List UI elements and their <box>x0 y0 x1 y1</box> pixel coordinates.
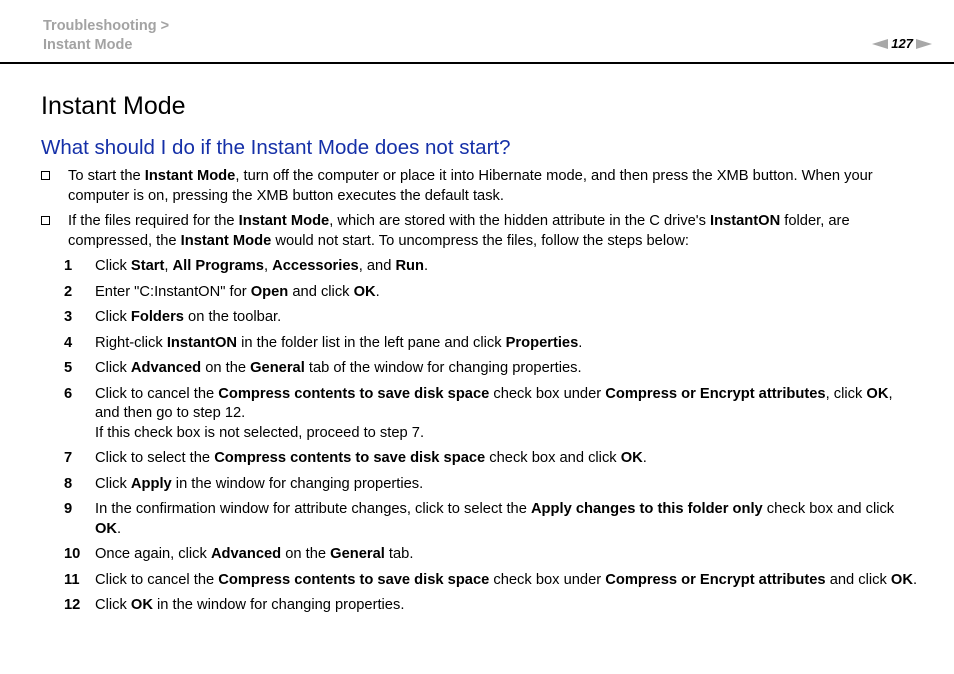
step-7 <box>64 449 921 469</box>
bullet-text: If the files required for the <box>68 213 239 229</box>
step-note: If this check box is not selected, proceed to step 7. <box>95 424 425 441</box>
step-number: 1 <box>64 258 73 274</box>
step-text: Click Apply in the window for changing properties. <box>95 475 424 492</box>
step-number: 4 <box>64 334 73 351</box>
step-text: Once again, click Advanced on the General tab. <box>95 546 414 562</box>
step-number: 10 <box>64 546 81 562</box>
step-number: 7 <box>64 450 73 466</box>
checkbox-bullet-icon <box>41 171 50 180</box>
step-number: 11 <box>64 571 80 588</box>
step-text: Click to cancel the Compress contents to save disk space check box under Compress or Encrypt attributes, click OK, and then go to step 12. If this check box is not selected, proceed to step 7. <box>95 385 921 444</box>
steps-list <box>64 257 921 622</box>
bullet-text: , which are stored with the hidden attribute in the C drive's <box>329 213 711 229</box>
step-1 <box>64 257 921 277</box>
bullet-emphasis: Instant Mode <box>144 168 236 184</box>
step-text: In the confirmation window for attribute changes, click to select the Apply changes to this folder only check box and click OK. <box>95 501 895 537</box>
bullet-emphasis: InstantON <box>710 213 781 229</box>
step-number: 9 <box>64 501 73 517</box>
bullet-emphasis: Instant Mode <box>180 232 272 249</box>
step-text: Click Folders on the toolbar. <box>95 309 282 325</box>
step-text: Right-click InstantON in the folder list in the left pane and click Properties. <box>95 334 583 351</box>
breadcrumb <box>43 17 169 55</box>
step-4 <box>64 334 921 354</box>
section-heading: What should I do if the Instant Mode does not start? <box>41 136 511 159</box>
step-10 <box>64 545 921 565</box>
breadcrumb-parent[interactable]: Troubleshooting > <box>43 18 170 34</box>
bullet-text: , turn off the computer or place it into Hibernate mode, and then press the XMB button. When your computer is on, pressing the XMB button executes the default task. <box>68 168 873 204</box>
step-12 <box>64 596 921 616</box>
step-text: Click to select the Compress contents to save disk space check box and click OK. <box>95 450 647 466</box>
page-navigator <box>872 36 932 51</box>
step-5 <box>64 359 921 379</box>
bullet-text: would not start. To uncompress the files, follow the steps below: <box>271 232 689 249</box>
step-number: 8 <box>64 475 73 492</box>
bullet-emphasis: Instant Mode <box>238 213 330 229</box>
bullet-item <box>41 167 921 206</box>
step-3 <box>64 308 921 328</box>
step-6 <box>64 385 921 444</box>
step-9 <box>64 500 921 539</box>
checkbox-bullet-icon <box>41 216 50 225</box>
header-divider <box>0 62 954 64</box>
bullet-list <box>41 167 921 257</box>
step-text: Click to cancel the Compress contents to save disk space check box under Compress or Encrypt attributes and click OK. <box>95 571 918 588</box>
page-title: Instant Mode <box>41 92 186 120</box>
bullet-item <box>41 212 921 251</box>
step-8 <box>64 475 921 495</box>
previous-page-arrow-icon[interactable] <box>872 39 888 49</box>
next-page-arrow-icon[interactable] <box>916 39 932 49</box>
step-number: 2 <box>64 283 73 300</box>
step-2 <box>64 283 921 303</box>
bullet-text: To start the <box>68 168 145 184</box>
breadcrumb-current: Instant Mode <box>43 37 133 53</box>
bullet-text: folder, are compressed, the <box>68 213 850 249</box>
step-number: 12 <box>64 597 81 613</box>
page-number: 127 <box>891 36 913 51</box>
step-text: Enter "C:InstantON" for Open and click OK. <box>95 283 380 300</box>
step-text: Click Start, All Programs, Accessories, and Run. <box>95 258 429 274</box>
step-number: 5 <box>64 360 73 376</box>
step-number: 3 <box>64 309 73 325</box>
step-text: Click Advanced on the General tab of the window for changing properties. <box>95 360 582 376</box>
step-11 <box>64 571 921 591</box>
step-number: 6 <box>64 385 73 402</box>
step-text: Click OK in the window for changing properties. <box>95 597 405 613</box>
